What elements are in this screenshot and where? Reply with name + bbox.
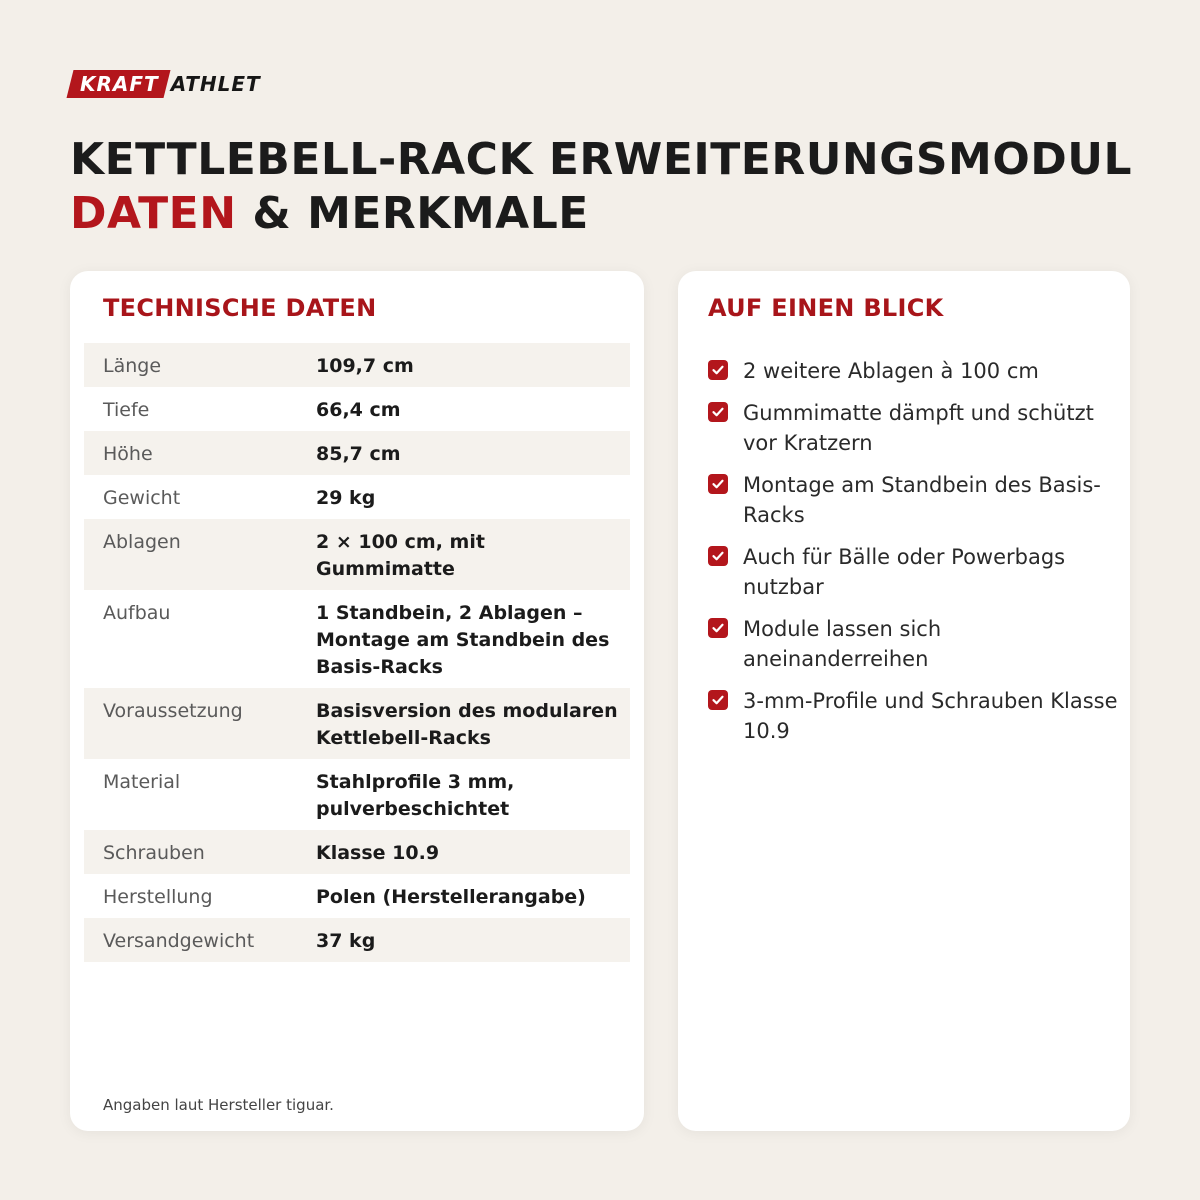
feature-item [708, 356, 1118, 386]
logo-kraft-text: KRAFT [80, 72, 159, 96]
spec-key: Herstellung [103, 886, 213, 908]
spec-key: Gewicht [103, 487, 181, 509]
spec-key: Aufbau [103, 602, 171, 624]
spec-value: Polen (Herstellerangabe) [316, 886, 586, 908]
spec-value: 29 kg [316, 487, 376, 509]
feature-item [708, 542, 1118, 602]
spec-value: Stahlprofile 3 mm, pulverbeschichtet [316, 771, 515, 820]
title-rest: & MERKMALE [236, 188, 589, 239]
spec-value: 37 kg [316, 930, 376, 952]
spec-row [84, 519, 630, 590]
spec-value: Klasse 10.9 [316, 842, 440, 864]
spec-row [84, 431, 630, 475]
brand-logo [70, 70, 261, 98]
spec-key: Tiefe [103, 399, 150, 421]
technical-data-card [70, 271, 644, 1131]
technical-data-title: TECHNISCHE DATEN [103, 294, 377, 322]
feature-text: Auch für Bälle oder Powerbags nutzbar [743, 545, 1066, 599]
footnote: Angaben laut Hersteller tiguar. [103, 1096, 334, 1114]
feature-text: Gummimatte dämpft und schützt vor Kratzern [743, 401, 1094, 455]
feature-text: Montage am Standbein des Basis-Racks [743, 473, 1101, 527]
logo-kraft-block [67, 70, 171, 98]
title-line-1: KETTLEBELL-RACK ERWEITERUNGSMODUL [70, 134, 1133, 185]
spec-value: 66,4 cm [316, 399, 401, 421]
spec-key: Höhe [103, 443, 153, 465]
spec-row [84, 387, 630, 431]
feature-item [708, 686, 1118, 746]
features-card [678, 271, 1130, 1131]
spec-row [84, 918, 630, 962]
check-icon [708, 402, 728, 422]
feature-item [708, 470, 1118, 530]
spec-row [84, 830, 630, 874]
spec-key: Voraussetzung [103, 700, 243, 722]
spec-row [84, 759, 630, 830]
features-title: AUF EINEN BLICK [708, 294, 944, 322]
page-title [70, 133, 1140, 241]
spec-value: 109,7 cm [316, 355, 414, 377]
spec-row [84, 688, 630, 759]
check-icon [708, 618, 728, 638]
spec-value: Basisversion des modularen Kettlebell-Racks [316, 700, 618, 749]
check-icon [708, 690, 728, 710]
spec-key: Ablagen [103, 531, 181, 553]
feature-text: 3-mm-Profile und Schrauben Klasse 10.9 [743, 689, 1118, 743]
logo-athlet-text: ATHLET [170, 72, 261, 96]
spec-row [84, 475, 630, 519]
spec-value: 2 × 100 cm, mit Gummimatte [316, 531, 485, 580]
feature-text: 2 weitere Ablagen à 100 cm [743, 359, 1039, 383]
spec-row [84, 874, 630, 918]
check-icon [708, 474, 728, 494]
check-icon [708, 360, 728, 380]
spec-key: Länge [103, 355, 162, 377]
spec-row [84, 343, 630, 387]
spec-value: 1 Standbein, 2 Ablagen – Montage am Standbein des Basis-Racks [316, 602, 610, 678]
title-highlight: DATEN [70, 188, 237, 239]
spec-table [84, 343, 630, 962]
spec-row [84, 590, 630, 688]
check-icon [708, 546, 728, 566]
feature-item [708, 398, 1118, 458]
feature-item [708, 614, 1118, 674]
spec-key: Versandgewicht [103, 930, 255, 952]
feature-text: Module lassen sich aneinanderreihen [743, 617, 942, 671]
title-line-2 [70, 187, 1140, 241]
spec-key: Material [103, 771, 181, 793]
spec-key: Schrauben [103, 842, 205, 864]
feature-list [708, 356, 1118, 758]
spec-value: 85,7 cm [316, 443, 401, 465]
